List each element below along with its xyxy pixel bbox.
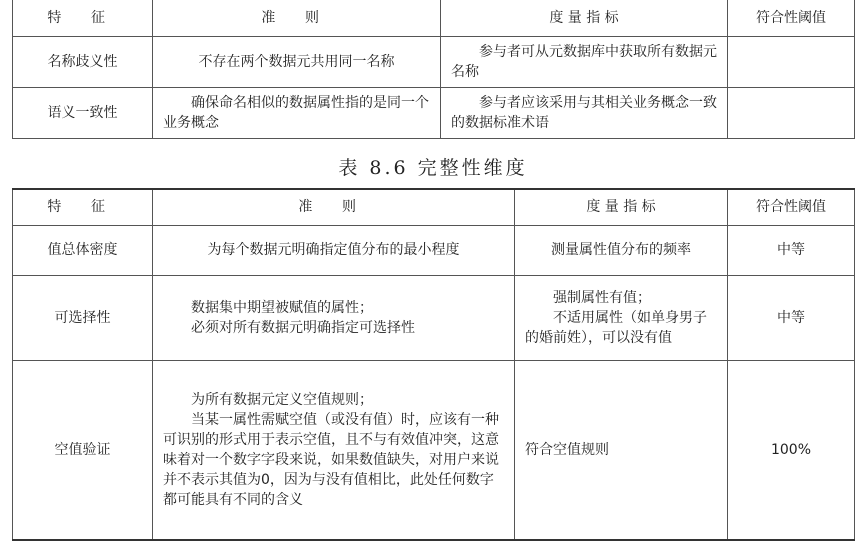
threshold-cell [728, 87, 855, 138]
threshold-cell: 100% [728, 360, 855, 540]
table-row [13, 87, 855, 138]
threshold-cell: 中等 [728, 225, 855, 275]
metric-cell: 参与者可从元数据库中获取所有数据元名称 [441, 36, 728, 87]
metric-cell: 测量属性值分布的频率 [515, 225, 728, 275]
header-rule: 准 则 [153, 189, 515, 225]
table-header-row [13, 0, 855, 36]
metric-cell: 参与者应该采用与其相关业务概念一致的数据标准术语 [441, 87, 728, 138]
threshold-cell: 中等 [728, 275, 855, 360]
completeness-table [12, 188, 855, 541]
feature-cell: 名称歧义性 [13, 36, 153, 87]
header-feature: 特 征 [13, 0, 153, 36]
table-caption: 表 8.6 完整性维度 [338, 157, 528, 179]
rule-cell: 确保命名相似的数据属性指的是同一个业务概念 [153, 87, 441, 138]
table-row [13, 275, 855, 360]
header-threshold: 符合性阈值 [728, 0, 855, 36]
header-feature: 特 征 [13, 189, 153, 225]
header-metric: 度 量 指 标 [515, 189, 728, 225]
consistency-table [12, 0, 855, 139]
rule-cell [153, 360, 515, 540]
rule-cell: 不存在两个数据元共用同一名称 [153, 36, 441, 87]
feature-cell: 空值验证 [13, 360, 153, 540]
table-header-row [13, 189, 855, 225]
feature-cell: 语义一致性 [13, 87, 153, 138]
metric-cell: 符合空值规则 [515, 360, 728, 540]
feature-cell: 可选择性 [13, 275, 153, 360]
metric-line: 强制属性有值； [553, 289, 651, 306]
rule-line: 当某一属性需赋空值（或没有值）时，应该有一种可识别的形式用于表示空值，且不与有效值冲突，这意味着对一个数字字段来说，如果数值缺失，对用户来说并不表示其值为0，因为与没有值相比，此处任何数字都可能具有不同的含义 [163, 411, 499, 508]
rule-line: 必须对所有数据元明确指定可选择性 [191, 319, 415, 336]
feature-cell: 值总体密度 [13, 225, 153, 275]
rule-cell [153, 275, 515, 360]
table-row [13, 225, 855, 275]
table-row [13, 36, 855, 87]
rule-cell: 为每个数据元明确指定值分布的最小程度 [153, 225, 515, 275]
rule-line: 为所有数据元定义空值规则； [191, 391, 373, 408]
threshold-cell [728, 36, 855, 87]
header-rule: 准 则 [153, 0, 441, 36]
metric-line: 不适用属性（如单身男子的婚前姓），可以没有值 [525, 309, 707, 346]
rule-line: 数据集中期望被赋值的属性； [191, 299, 373, 316]
metric-cell [515, 275, 728, 360]
table-row [13, 360, 855, 540]
header-metric: 度 量 指 标 [441, 0, 728, 36]
header-threshold: 符合性阈值 [728, 189, 855, 225]
